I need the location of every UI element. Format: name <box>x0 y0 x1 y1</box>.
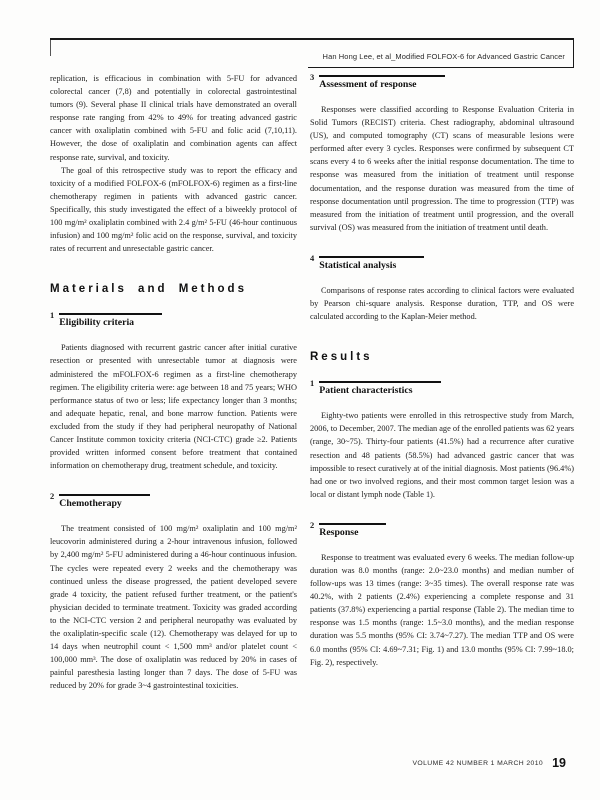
subsection-title: Chemotherapy <box>59 494 150 509</box>
page-header <box>50 38 574 68</box>
response-paragraph: Response to treatment was evaluated every 6 weeks. The median follow-up duration was 8.0 months (range: 2.0~23.0 months) and median number of follow-ups was 13 times (range: 3~35 times). The overall response rate was 40.2%, with 2 patients (2.4%) experiencing a complete response and 31 patients (37.8%) experiencing a partial response (Table 2). The median time to response was 1.5 months (range: 1.5~3.0 months), and the median response duration was 5.5 months (95% CI: 3.74~7.27). The median TTP and OS were 6.0 months (95% CI: 4.69~7.31; Fig. 1) and 13.0 months (95% CI: 7.99~18.0; Fig. 2), respectively. <box>310 552 574 667</box>
header-rule-box <box>308 40 574 68</box>
subsection-heading-eligibility <box>50 310 297 330</box>
results-heading: Results <box>310 351 373 364</box>
intro-paragraph: replication, is efficacious in combination with 5-FU for advanced colorectal cancer (7,8) and potentially in colorectal gastrointestinal tumors (9). Several phase II clinical trials have demonstrated an overall response rate ranging from 42% to 49% for treating advanced gastric cancer with oxaliplatin combined with 5-FU and folic acid (7,10,11). However, the dose of oxaliplatin and combination agents can affect response rate, survival, and toxicity. <box>50 74 297 162</box>
subsection-heading-response <box>310 520 574 540</box>
page-number: 19 <box>552 756 566 770</box>
subsection-number: 1 <box>50 310 55 321</box>
page-footer <box>413 754 567 772</box>
left-column <box>50 72 297 692</box>
subsection-number: 3 <box>310 72 315 82</box>
subsection-number: 2 <box>310 519 315 530</box>
assessment-paragraph: Responses were classified according to Response Evaluation Criteria in Solid Tumors (RECIST) criteria. Chest radiography, abdominal ultrasound (US), and computed tomography (CT) scans of measurable lesions were performed after every 3 cycles. Responses were confirmed by subsequent CT scans every 4 to 6 weeks after the initial response documentation. The time to response was measured from the initiation of treatment until response documentation, and the response duration was measured from the time of response documentation until progression. The time to progression (TTP) was measured from the initiation of treatment until progression, and the overall survival (OS) was measured from the initiation of treatment until death. <box>310 105 574 232</box>
subsection-title: Statistical analysis <box>319 256 424 271</box>
article-body <box>50 72 574 692</box>
subsection-title: Assessment of response <box>319 75 444 90</box>
eligibility-paragraph: Patients diagnosed with recurrent gastric cancer after initial curative resection or presented with unresectable tumor at diagnosis were administered the mFOLFOX-6 regimen as a first-line chemotherapy regimen. The eligibility criteria were: age between 18 and 75 years; WHO performance status of two or less; life expectancy longer than 3 months; and adequate hepatic, renal, and bone marrow function. Patients were excluded from the study if they had peripheral neuropathy of National Cancer Institute common toxicity criteria (NCI-CTC) grade ≥2. Patients provided written informed consent before treatment that contained information on chemotherapy drug, treatment schedule, and toxicity. <box>50 343 297 471</box>
subsection-heading-statistics <box>310 253 574 273</box>
running-head: Han Hong Lee, et al_Modified FOLFOX-6 for Advanced Gastric Cancer <box>322 52 565 61</box>
goal-paragraph: The goal of this retrospective study was to report the efficacy and toxicity of a modified FOLFOX-6 (mFOLFOX-6) regimen as a first-line chemotherapy regimen in patients with advanced gastric cancer. Specifically, this study investigated the effect of a biweekly protocol of 100 mg/m² oxaliplatin combined with 2.4 g/m² 5-FU (46-hour continuous infusion) and 100 mg/m² folic acid on the response, survival, and toxicity rates of recurrent and unresectable gastric cancer. <box>50 165 297 254</box>
subsection-number: 4 <box>310 252 315 263</box>
subsection-title: Response <box>319 523 386 538</box>
right-column <box>310 72 574 692</box>
chemotherapy-paragraph: The treatment consisted of 100 mg/m² oxaliplatin and 100 mg/m² leucovorin administered during a 2-hour intravenous infusion, followed by 2,400 mg/m² 5-FU administered during a 46-hour continuous infusion. The cycles were repeated every 2 weeks and the chemotherapy was continued unless the disease progressed, the patient developed severe grade 4 toxicity, the patient refused further treatment, or the patient's physician decided to terminate treatment. Toxicity was graded according to the NCI-CTC version 2 and peripheral neuropathy was evaluated by the oxaliplatin-specific scale (12). Chemotherapy was delayed for up to 14 days when neutrophil count < 1,500 mm³ and/or platelet count < 100,000 mm³. The dose of oxaliplatin was reduced by 20% in cases of painful paresthesia lasting longer than 7 days. The dose of 5-FU was reduced by 20% for grade 3~4 gastrointestinal toxicities. <box>50 524 297 691</box>
subsection-heading-patient-characteristics <box>310 378 574 398</box>
subsection-heading-assessment <box>310 72 574 92</box>
volume-info: VOLUME 42 NUMBER 1 MARCH 2010 <box>412 760 544 767</box>
patient-characteristics-paragraph: Eighty-two patients were enrolled in this retrospective study from March, 2006, to December, 2007. The median age of the enrolled patients was 62 years (range, 30~75). Thirty-four patients (41.5%) had a recurrence after curative resection and 48 patients (58.5%) had advanced gastric cancer that was impossible to resect curatively at of the initial diagnosis. Most patients (96.4%) had one or two involved regions, and their most common target lesion was a local or distant lymph node (Table 1). <box>310 411 575 499</box>
subsection-title: Patient characteristics <box>319 381 440 396</box>
statistics-paragraph: Comparisons of response rates according to clinical factors were evaluated by Pearson chi-square analysis. Response duration, TTP, and OS were calculated according to the Kaplan-Meier method. <box>310 285 574 322</box>
subsection-heading-chemotherapy <box>50 491 297 511</box>
subsection-number: 1 <box>310 378 315 389</box>
materials-methods-heading: Materials and Methods <box>50 283 247 296</box>
subsection-number: 2 <box>50 491 55 502</box>
subsection-title: Eligibility criteria <box>59 313 162 328</box>
